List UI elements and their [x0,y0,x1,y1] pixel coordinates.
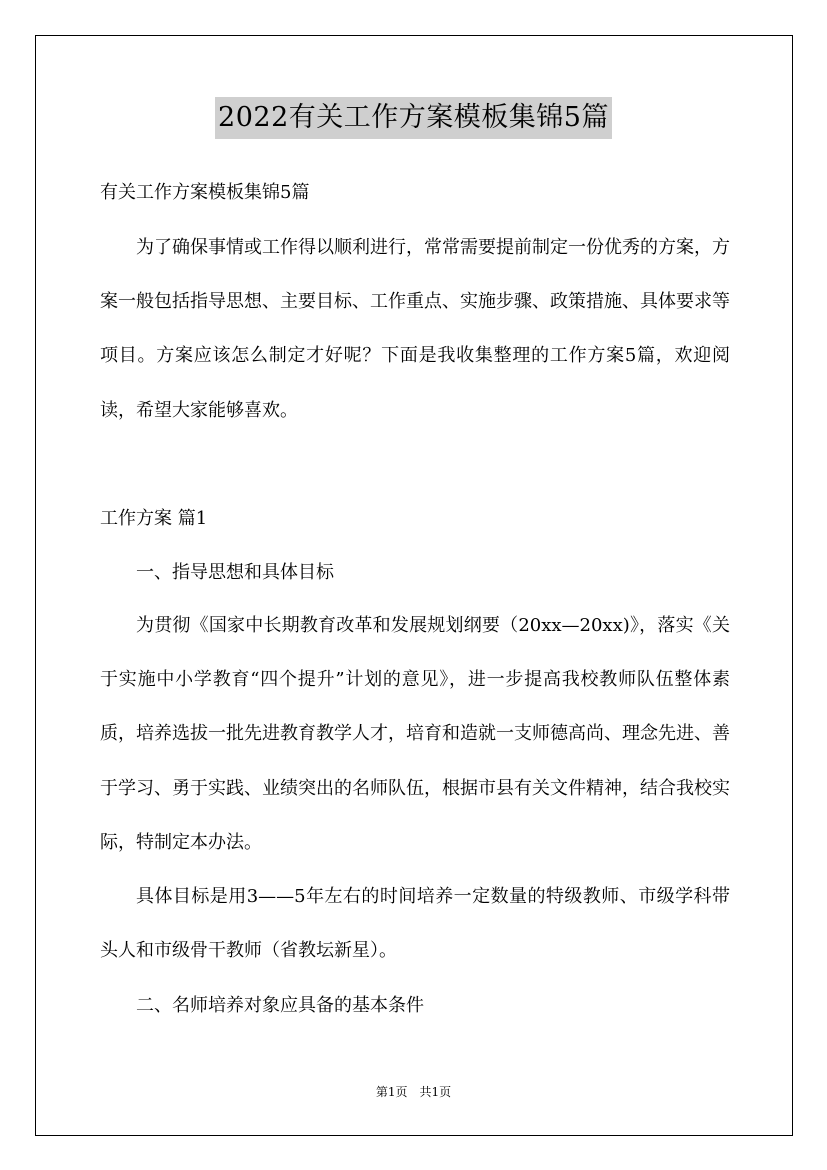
section-heading: 工作方案 篇1 [100,508,208,529]
paragraph-two: 具体目标是用3——5年左右的时间培养一定数量的特级教师、市级学科带头人和市级骨干教师（省教坛新星）。 [100,886,730,962]
paragraph-one: 为贯彻《国家中长期教育改革和发展规划纲要（20xx—20xx)》，落实《关于实施中小学教育“四个提升”计划的意见》，进一步提高我校教师队伍整体素质，培养选拔一批先进教育教学人才，培育和造就一支师德高尚、理念先进、善于学习、勇于实践、业绩突出的名师队伍，根据市县有关文件精神，结合我校实际，特制定本办法。 [100,615,730,853]
heading-one: 一、指导思想和具体目标 [136,562,334,583]
heading-two: 二、名师培养对象应具备的基本条件 [136,995,424,1016]
document-title: 2022有关工作方案模板集锦5篇 [215,97,612,139]
intro-paragraph: 为了确保事情或工作得以顺利进行，常常需要提前制定一份优秀的方案，方案一般包括指导思想、主要目标、工作重点、实施步骤、政策措施、具体要求等项目。方案应该怎么制定才好呢？下面是我收集整理的工作方案5篇，欢迎阅读，希望大家能够喜欢。 [100,237,730,421]
document-subtitle: 有关工作方案模板集锦5篇 [100,182,310,203]
title-container [0,97,827,139]
page-footer: 第1页 共1页 [375,1085,452,1099]
